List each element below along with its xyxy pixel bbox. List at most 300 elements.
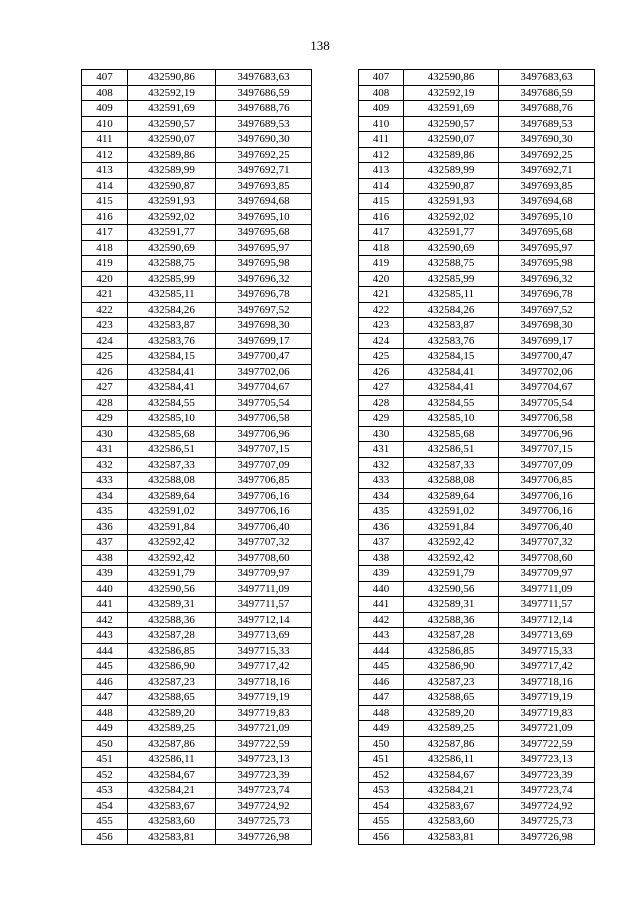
point-number-right: 443 [359,628,404,644]
point-number-left: 420 [82,271,128,287]
column-gap [312,395,359,411]
column-gap [312,364,359,380]
x-coordinate-left: 432590,57 [128,116,216,132]
column-gap [312,504,359,520]
x-coordinate-right: 432583,60 [404,814,499,830]
point-number-left: 441 [82,597,128,613]
x-coordinate-left: 432592,19 [128,85,216,101]
y-coordinate-right: 3497707,09 [499,457,595,473]
x-coordinate-right: 432586,85 [404,643,499,659]
y-coordinate-left: 3497702,06 [216,364,312,380]
point-number-right: 427 [359,380,404,396]
point-number-right: 438 [359,550,404,566]
point-number-left: 416 [82,209,128,225]
point-number-right: 420 [359,271,404,287]
point-number-left: 410 [82,116,128,132]
point-number-right: 430 [359,426,404,442]
point-number-left: 454 [82,798,128,814]
y-coordinate-left: 3497707,15 [216,442,312,458]
y-coordinate-right: 3497686,59 [499,85,595,101]
column-gap [312,597,359,613]
table-row [82,364,595,380]
x-coordinate-left: 432591,02 [128,504,216,520]
table-row [82,101,595,117]
x-coordinate-right: 432591,84 [404,519,499,535]
y-coordinate-left: 3497707,09 [216,457,312,473]
y-coordinate-right: 3497706,85 [499,473,595,489]
x-coordinate-right: 432592,42 [404,550,499,566]
column-gap [312,628,359,644]
column-gap [312,178,359,194]
y-coordinate-right: 3497695,97 [499,240,595,256]
point-number-left: 430 [82,426,128,442]
x-coordinate-right: 432591,02 [404,504,499,520]
column-gap [312,271,359,287]
y-coordinate-left: 3497696,32 [216,271,312,287]
x-coordinate-right: 432592,19 [404,85,499,101]
column-gap [312,690,359,706]
x-coordinate-right: 432588,36 [404,612,499,628]
y-coordinate-right: 3497725,73 [499,814,595,830]
point-number-left: 413 [82,163,128,179]
x-coordinate-left: 432588,65 [128,690,216,706]
table-row [82,798,595,814]
x-coordinate-right: 432590,57 [404,116,499,132]
point-number-right: 431 [359,442,404,458]
x-coordinate-right: 432591,77 [404,225,499,241]
x-coordinate-right: 432586,90 [404,659,499,675]
y-coordinate-left: 3497726,98 [216,829,312,845]
point-number-left: 447 [82,690,128,706]
y-coordinate-right: 3497715,33 [499,643,595,659]
y-coordinate-right: 3497696,78 [499,287,595,303]
y-coordinate-left: 3497706,96 [216,426,312,442]
column-gap [312,209,359,225]
x-coordinate-left: 432588,36 [128,612,216,628]
point-number-left: 445 [82,659,128,675]
table-row [82,349,595,365]
y-coordinate-right: 3497723,39 [499,767,595,783]
table-row [82,194,595,210]
x-coordinate-right: 432588,08 [404,473,499,489]
column-gap [312,225,359,241]
x-coordinate-right: 432585,10 [404,411,499,427]
point-number-right: 450 [359,736,404,752]
point-number-left: 435 [82,504,128,520]
column-gap [312,674,359,690]
y-coordinate-right: 3497709,97 [499,566,595,582]
x-coordinate-left: 432583,76 [128,333,216,349]
point-number-right: 451 [359,752,404,768]
point-number-left: 409 [82,101,128,117]
x-coordinate-right: 432583,81 [404,829,499,845]
column-gap [312,829,359,845]
y-coordinate-left: 3497719,83 [216,705,312,721]
point-number-left: 437 [82,535,128,551]
point-number-right: 419 [359,256,404,272]
point-number-left: 443 [82,628,128,644]
coordinates-table [81,69,595,845]
y-coordinate-right: 3497719,19 [499,690,595,706]
point-number-right: 429 [359,411,404,427]
column-gap [312,535,359,551]
x-coordinate-left: 432583,67 [128,798,216,814]
point-number-left: 449 [82,721,128,737]
table-row [82,736,595,752]
table-row [82,535,595,551]
y-coordinate-left: 3497724,92 [216,798,312,814]
y-coordinate-right: 3497696,32 [499,271,595,287]
column-gap [312,426,359,442]
table-row [82,752,595,768]
y-coordinate-right: 3497706,96 [499,426,595,442]
point-number-left: 431 [82,442,128,458]
table-row [82,814,595,830]
point-number-right: 453 [359,783,404,799]
x-coordinate-right: 432584,26 [404,302,499,318]
table-row [82,411,595,427]
table-row [82,318,595,334]
point-number-right: 455 [359,814,404,830]
x-coordinate-right: 432589,86 [404,147,499,163]
y-coordinate-left: 3497707,32 [216,535,312,551]
x-coordinate-right: 432590,07 [404,132,499,148]
column-gap [312,302,359,318]
x-coordinate-right: 432591,69 [404,101,499,117]
y-coordinate-right: 3497713,69 [499,628,595,644]
x-coordinate-right: 432591,93 [404,194,499,210]
point-number-right: 421 [359,287,404,303]
point-number-left: 438 [82,550,128,566]
y-coordinate-left: 3497705,54 [216,395,312,411]
table-row [82,581,595,597]
point-number-left: 414 [82,178,128,194]
table-row [82,550,595,566]
x-coordinate-left: 432586,51 [128,442,216,458]
point-number-left: 424 [82,333,128,349]
point-number-right: 454 [359,798,404,814]
y-coordinate-right: 3497706,16 [499,504,595,520]
column-gap [312,721,359,737]
x-coordinate-right: 432584,15 [404,349,499,365]
x-coordinate-right: 432588,65 [404,690,499,706]
y-coordinate-left: 3497688,76 [216,101,312,117]
y-coordinate-right: 3497693,85 [499,178,595,194]
x-coordinate-left: 432587,28 [128,628,216,644]
point-number-right: 452 [359,767,404,783]
y-coordinate-right: 3497707,15 [499,442,595,458]
y-coordinate-left: 3497699,17 [216,333,312,349]
y-coordinate-right: 3497721,09 [499,721,595,737]
y-coordinate-left: 3497692,71 [216,163,312,179]
point-number-right: 422 [359,302,404,318]
point-number-right: 447 [359,690,404,706]
x-coordinate-right: 432586,11 [404,752,499,768]
y-coordinate-right: 3497711,57 [499,597,595,613]
y-coordinate-left: 3497704,67 [216,380,312,396]
column-gap [312,256,359,272]
x-coordinate-left: 432589,31 [128,597,216,613]
column-gap [312,163,359,179]
x-coordinate-left: 432586,11 [128,752,216,768]
y-coordinate-left: 3497711,57 [216,597,312,613]
x-coordinate-right: 432591,79 [404,566,499,582]
table-row [82,70,595,86]
y-coordinate-left: 3497706,16 [216,504,312,520]
column-gap [312,194,359,210]
x-coordinate-left: 432591,77 [128,225,216,241]
x-coordinate-right: 432587,33 [404,457,499,473]
x-coordinate-left: 432590,07 [128,132,216,148]
page-number: 138 [310,38,330,53]
point-number-left: 418 [82,240,128,256]
table-row [82,690,595,706]
point-number-right: 408 [359,85,404,101]
table-row [82,767,595,783]
column-gap [312,147,359,163]
x-coordinate-left: 432588,08 [128,473,216,489]
table-row [82,271,595,287]
column-gap [312,643,359,659]
column-gap [312,798,359,814]
table-row [82,209,595,225]
column-gap [312,318,359,334]
x-coordinate-left: 432589,64 [128,488,216,504]
x-coordinate-right: 432584,41 [404,380,499,396]
point-number-left: 411 [82,132,128,148]
y-coordinate-left: 3497695,10 [216,209,312,225]
column-gap [312,736,359,752]
column-gap [312,566,359,582]
x-coordinate-left: 432592,42 [128,550,216,566]
x-coordinate-right: 432584,21 [404,783,499,799]
point-number-right: 423 [359,318,404,334]
table-row [82,705,595,721]
x-coordinate-right: 432585,11 [404,287,499,303]
y-coordinate-right: 3497717,42 [499,659,595,675]
y-coordinate-right: 3497708,60 [499,550,595,566]
table-row [82,225,595,241]
point-number-left: 417 [82,225,128,241]
x-coordinate-left: 432584,55 [128,395,216,411]
x-coordinate-left: 432589,25 [128,721,216,737]
column-gap [312,287,359,303]
x-coordinate-right: 432585,68 [404,426,499,442]
x-coordinate-left: 432584,41 [128,364,216,380]
y-coordinate-left: 3497695,68 [216,225,312,241]
point-number-left: 419 [82,256,128,272]
column-gap [312,814,359,830]
x-coordinate-right: 432592,02 [404,209,499,225]
y-coordinate-left: 3497717,42 [216,659,312,675]
x-coordinate-left: 432592,02 [128,209,216,225]
x-coordinate-left: 432591,79 [128,566,216,582]
table-row [82,302,595,318]
point-number-left: 415 [82,194,128,210]
x-coordinate-left: 432584,21 [128,783,216,799]
point-number-right: 414 [359,178,404,194]
y-coordinate-left: 3497692,25 [216,147,312,163]
y-coordinate-right: 3497706,40 [499,519,595,535]
point-number-right: 426 [359,364,404,380]
point-number-right: 448 [359,705,404,721]
point-number-left: 442 [82,612,128,628]
x-coordinate-left: 432584,15 [128,349,216,365]
point-number-left: 444 [82,643,128,659]
column-gap [312,752,359,768]
y-coordinate-left: 3497708,60 [216,550,312,566]
x-coordinate-right: 432589,99 [404,163,499,179]
y-coordinate-left: 3497713,69 [216,628,312,644]
point-number-left: 433 [82,473,128,489]
column-gap [312,85,359,101]
point-number-right: 407 [359,70,404,86]
y-coordinate-left: 3497721,09 [216,721,312,737]
x-coordinate-left: 432587,23 [128,674,216,690]
y-coordinate-left: 3497698,30 [216,318,312,334]
x-coordinate-left: 432591,84 [128,519,216,535]
y-coordinate-left: 3497694,68 [216,194,312,210]
y-coordinate-right: 3497726,98 [499,829,595,845]
point-number-left: 455 [82,814,128,830]
y-coordinate-left: 3497723,39 [216,767,312,783]
x-coordinate-right: 432588,75 [404,256,499,272]
table-row [82,674,595,690]
y-coordinate-right: 3497723,74 [499,783,595,799]
y-coordinate-left: 3497689,53 [216,116,312,132]
point-number-left: 422 [82,302,128,318]
x-coordinate-right: 432590,87 [404,178,499,194]
y-coordinate-left: 3497722,59 [216,736,312,752]
point-number-left: 450 [82,736,128,752]
x-coordinate-left: 432585,99 [128,271,216,287]
table-row [82,597,595,613]
column-gap [312,132,359,148]
y-coordinate-right: 3497688,76 [499,101,595,117]
point-number-right: 439 [359,566,404,582]
y-coordinate-right: 3497706,16 [499,488,595,504]
table-row [82,240,595,256]
y-coordinate-left: 3497706,16 [216,488,312,504]
table-row [82,721,595,737]
x-coordinate-right: 432584,67 [404,767,499,783]
column-gap [312,116,359,132]
y-coordinate-left: 3497723,13 [216,752,312,768]
point-number-left: 456 [82,829,128,845]
table-row [82,473,595,489]
y-coordinate-left: 3497718,16 [216,674,312,690]
y-coordinate-right: 3497692,25 [499,147,595,163]
point-number-left: 432 [82,457,128,473]
x-coordinate-right: 432583,67 [404,798,499,814]
y-coordinate-left: 3497693,85 [216,178,312,194]
point-number-left: 448 [82,705,128,721]
point-number-left: 421 [82,287,128,303]
x-coordinate-right: 432584,41 [404,364,499,380]
x-coordinate-left: 432587,86 [128,736,216,752]
x-coordinate-right: 432586,51 [404,442,499,458]
y-coordinate-right: 3497689,53 [499,116,595,132]
x-coordinate-left: 432587,33 [128,457,216,473]
y-coordinate-right: 3497692,71 [499,163,595,179]
column-gap [312,380,359,396]
x-coordinate-left: 432584,26 [128,302,216,318]
column-gap [312,70,359,86]
y-coordinate-right: 3497712,14 [499,612,595,628]
x-coordinate-right: 432589,31 [404,597,499,613]
y-coordinate-right: 3497723,13 [499,752,595,768]
point-number-right: 434 [359,488,404,504]
x-coordinate-left: 432585,68 [128,426,216,442]
y-coordinate-right: 3497705,54 [499,395,595,411]
table-row [82,132,595,148]
column-gap [312,411,359,427]
y-coordinate-left: 3497690,30 [216,132,312,148]
x-coordinate-left: 432583,60 [128,814,216,830]
point-number-right: 435 [359,504,404,520]
point-number-left: 451 [82,752,128,768]
column-gap [312,240,359,256]
x-coordinate-left: 432591,93 [128,194,216,210]
table-row [82,163,595,179]
y-coordinate-right: 3497718,16 [499,674,595,690]
table-row [82,256,595,272]
table-row [82,643,595,659]
column-gap [312,550,359,566]
x-coordinate-left: 432588,75 [128,256,216,272]
y-coordinate-left: 3497709,97 [216,566,312,582]
y-coordinate-right: 3497695,98 [499,256,595,272]
y-coordinate-left: 3497706,58 [216,411,312,427]
column-gap [312,581,359,597]
table-row [82,147,595,163]
x-coordinate-left: 432586,90 [128,659,216,675]
table-row [82,829,595,845]
point-number-left: 425 [82,349,128,365]
y-coordinate-left: 3497723,74 [216,783,312,799]
column-gap [312,101,359,117]
point-number-right: 437 [359,535,404,551]
x-coordinate-left: 432590,56 [128,581,216,597]
y-coordinate-left: 3497719,19 [216,690,312,706]
point-number-right: 446 [359,674,404,690]
column-gap [312,767,359,783]
y-coordinate-right: 3497706,58 [499,411,595,427]
y-coordinate-right: 3497695,10 [499,209,595,225]
y-coordinate-right: 3497690,30 [499,132,595,148]
column-gap [312,333,359,349]
y-coordinate-right: 3497683,63 [499,70,595,86]
point-number-left: 427 [82,380,128,396]
y-coordinate-left: 3497706,40 [216,519,312,535]
point-number-right: 425 [359,349,404,365]
point-number-left: 446 [82,674,128,690]
table-row [82,426,595,442]
table-row [82,85,595,101]
y-coordinate-left: 3497706,85 [216,473,312,489]
table-row [82,488,595,504]
table-row [82,628,595,644]
y-coordinate-right: 3497700,47 [499,349,595,365]
y-coordinate-left: 3497697,52 [216,302,312,318]
y-coordinate-left: 3497695,97 [216,240,312,256]
x-coordinate-right: 432583,87 [404,318,499,334]
point-number-left: 407 [82,70,128,86]
point-number-left: 436 [82,519,128,535]
point-number-left: 423 [82,318,128,334]
x-coordinate-right: 432589,64 [404,488,499,504]
y-coordinate-right: 3497697,52 [499,302,595,318]
